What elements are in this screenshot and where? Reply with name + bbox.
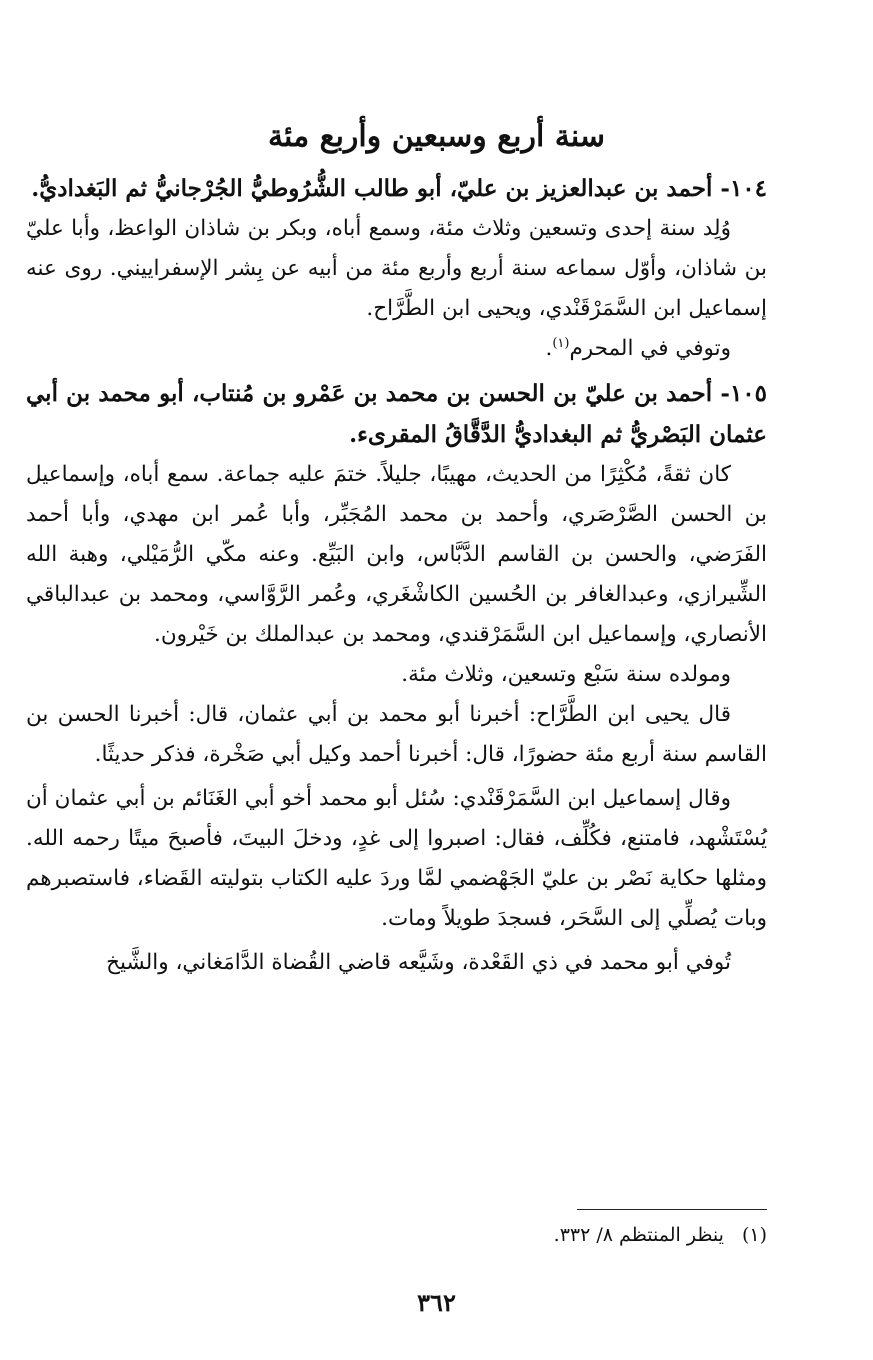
chapter-title: سنة أربع وسبعين وأربع مئة [267, 119, 606, 155]
page-number: ٣٦٢ [417, 1288, 456, 1317]
entry-paragraph: قال يحيى ابن الطَّرَّاح: أخبرنا أبو محمد بن أبي عثمان، قال: أخبرنا الحسن بن القاسم سنة أربع مئة حضورًا، قال: أخبرنا أحمد وكيل أبي صَخْرة، فذكر حديثًا. [26, 702, 767, 767]
entry-heading-104 [26, 168, 767, 209]
entry-paragraph: تُوفي أبو محمد في ذي القَعْدة، وشَيَّعه قاضي القُضاة الدَّامَغاني، والشَّيخ [106, 950, 731, 975]
entry-number: ١٠٥ [729, 380, 767, 407]
entry-heading-text: أحمد بن عليّ بن الحسن بن محمد بن عَمْرو بن مُنتاب، أبو محمد بن أبي عثمان البَصْريُّ ثم البغداديُّ الدَّقَّاقُ المقرىء. [26, 380, 767, 448]
entry-heading-105 [26, 373, 767, 455]
entry-heading-text: أحمد بن عبدالعزيز بن عليّ، أبو طالب الشُّرُوطيُّ الجُرْجانيُّ ثم البَغداديُّ. [31, 175, 713, 202]
death-line-period: . [545, 336, 553, 361]
footnote-mark: (١) [741, 1224, 767, 1246]
entry-dash: - [712, 175, 730, 202]
footnote-divider [577, 1209, 767, 1210]
entry-number: ١٠٤ [729, 175, 767, 202]
entry-paragraph: وقال إسماعيل ابن السَّمَرْقَنْدي: سُئل أبو محمد أخو أبي الغَنَائم بن أبي عثمان أن يُسْتَشْهد، فامتنع، فكُلِّف، فقال: اصبروا إلى غدٍ، ودخلَ البيتَ، فأصبحَ ميتًا رحمه الله. ومثلها حكاية نَصْر بن عليّ الجَهْضمي لمَّا وردَ عليه الكتاب بتوليته القَضاء، فاستصبرهم وبات يُصلِّي إلى السَّحَر، فسجدَ طويلاً ومات. [26, 786, 767, 931]
footnote [554, 1220, 767, 1250]
main-text [26, 168, 767, 983]
entry-dash: - [712, 380, 730, 407]
entry-paragraph: وُلِد سنة إحدى وتسعين وثلاث مئة، وسمع أباه، وبكر بن شاذان الواعظ، وأبا عليّ بن شاذان، وأوّل سماعه سنة أربع وأربع مئة من أبيه عن بِشر الإسفراييني. روى عنه إسماعيل ابن السَّمَرْقَنْدي، ويحيى ابن الطَّرَّاح. [26, 216, 767, 321]
death-line [26, 329, 767, 369]
entry-paragraph: كان ثقةً، مُكْثِرًا من الحديث، مهيبًا، جليلاً. ختمَ عليه جماعة. سمع أباه، وإسماعيل بن الحسن الصَّرْصَري، وأحمد بن محمد المُجَبِّر، وأبا عُمر ابن مهدي، وأبا أحمد الفَرَضي، والحسن بن القاسم الدَّبَّاس، وابن البَيِّع. وعنه مكّي الرُّمَيْلي، وهبة الله الشِّيرازي، وعبدالغافر بن الحُسين الكاشْغَري، وعُمر الرَّوَّاسي، ومحمد بن عبدالباقي الأنصاري، وإسماعيل ابن السَّمَرْقندي، ومحمد بن عبدالملك بن خَيْرون. [26, 462, 767, 647]
footnote-text: ينظر المنتظم ٨/ ٣٣٢. [553, 1224, 724, 1246]
footnote-reference: (١) [552, 335, 570, 351]
death-line-text: وتوفي في المحرم [569, 336, 731, 361]
entry-paragraph: ومولده سنة سَبْع وتسعين، وثلاث مئة. [401, 662, 731, 687]
